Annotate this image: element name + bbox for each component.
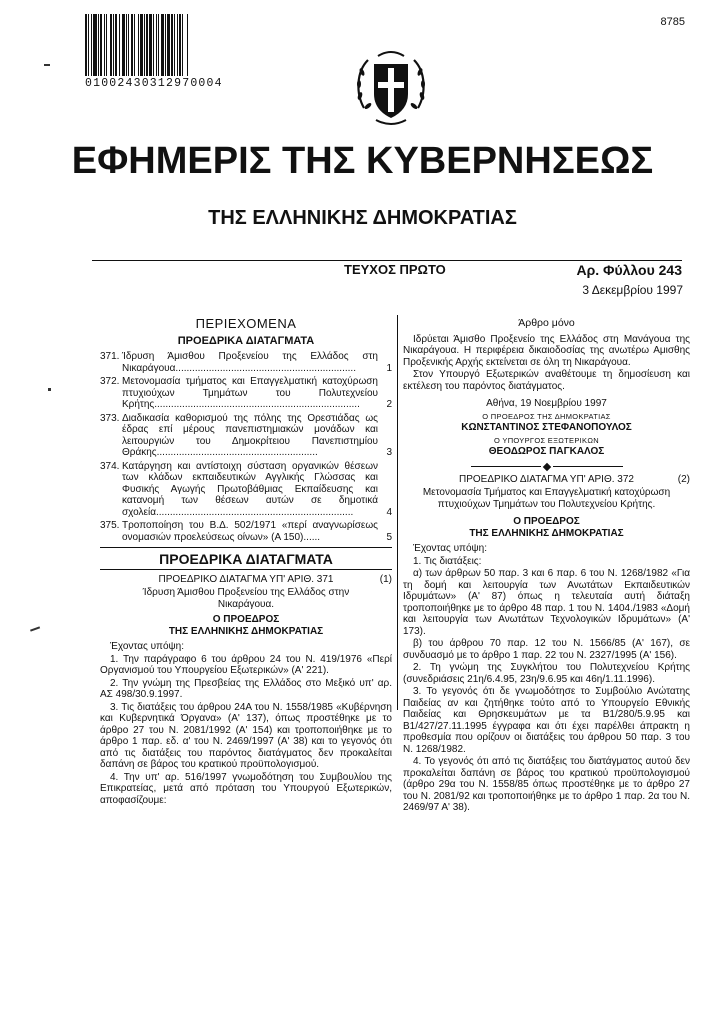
- gazette-title: ΕΦΗΜΕΡΙΣ ΤΗΣ ΚΥΒΕΡΝΗΣΕΩΣ: [71, 140, 654, 182]
- sign-role-minister: Ο ΥΠΟΥΡΓΟΣ ΕΞΩΤΕΡΙΚΩΝ: [494, 435, 599, 445]
- left-column: [100, 318, 392, 807]
- issue-row: [92, 262, 682, 282]
- decree-371-paragraphs: [100, 654, 392, 807]
- article-title: Άρθρο μόνο: [518, 317, 575, 329]
- toc-rule: [100, 547, 392, 548]
- toc-item-page: 5: [386, 531, 392, 543]
- sign-place-date: Αθήνα, 19 Νοεμβρίου 1997: [486, 398, 607, 409]
- paragraph: 3. Τις διατάξεις του άρθρου 24Α του Ν. 1558/1985 «Κυβέρνηση και Κυβερνητικά Όργανα» (Α' 137), όπως προστέθηκε με το άρθρο 27 του Ν. 2081/1992 (Α' 154) και τροποποιήθηκε με το άρθρο 1 παρ. εδ. α' του Ν. 2469/1997 (Α' 38) και το γεγονός ότι από τις διατάξεις του παρόντος διατάγματος δεν προκαλείται δαπάνη σε βάρος του κρατικού προϋπολογισμού.: [100, 701, 392, 770]
- toc-item-text: Μετονομασία τμήματος και Επαγγελματική κατοχύρωση πτυχιούχων Τμημάτων του Πολυτεχνείου Κρήτης..........................................................................: [122, 376, 378, 410]
- paragraph: 4. Την υπ' αρ. 516/1997 γνωμοδότηση του Συμβουλίου της Επικρατείας, μετά από πρόταση του Υπουργού Εξωτερικών, αποφασίζουμε:: [100, 771, 392, 806]
- toc-item-text: Ίδρυση Άμισθου Προξενείου της Ελλάδος στη Νικαράγουα.................................................................: [122, 351, 378, 374]
- decree-371-considering: Έχοντας υπόψη:: [110, 641, 184, 652]
- toc-item-text: Διαδικασία καθορισμού της πόλης της Ορεστιάδας ως έδρας επί μέρους πανεπιστημιακών μονάδων και λειτουργιών του Δημοκρίτειου Πανεπιστημίου Θράκης..........................................................: [122, 412, 378, 458]
- decree-372-ref: (2): [677, 473, 690, 485]
- decree-372-republic: ΤΗΣ ΕΛΛΗΝΙΚΗΣ ΔΗΜΟΚΡΑΤΙΑΣ: [469, 527, 624, 539]
- paragraph: 1. Τις διατάξεις:: [413, 555, 482, 567]
- issue-date: 3 Δεκεμβρίου 1997: [582, 283, 683, 297]
- diamond-icon: [542, 462, 550, 470]
- toc-section-title: ΠΡΟΕΔΡΙΚΑ ΔΙΑΤΑΓΜΑΤΑ: [177, 334, 315, 347]
- toc-item-number: 373.: [100, 412, 120, 424]
- paragraph: 2. Τη γνώμη της Συγκλήτου του Πολυτεχνείου Κρήτης (συνεδριάσεις 21η/6.4.95, 23η/9.6.95 και 46η/1.11.1996).: [403, 662, 690, 685]
- decrees-section-title: ΠΡΟΕΔΡΙΚΑ ΔΙΑΤΑΓΜΑΤΑ: [159, 551, 333, 567]
- barcode-bars: [85, 14, 263, 76]
- toc-item-text: Κατάργηση και αντίστοιχη σύσταση οργανικών θέσεων των κλάδων εκπαιδευτικών Αγγλικής Γλώσσας και Φυσικής Αγωγής Πρωτοβάθμιας Εκπαίδευσης και κατανομή των θέσεων αυτών σε δημοτικά σχολεία.......................................................................: [122, 460, 378, 518]
- toc-item-number: 371.: [100, 351, 120, 362]
- decrees-rule: [100, 569, 392, 570]
- scan-mark: [44, 64, 50, 66]
- sign-role-president: Ο ΠΡΟΕΔΡΟΣ ΤΗΣ ΔΗΜΟΚΡΑΤΙΑΣ: [482, 411, 611, 421]
- coat-of-arms-icon: [354, 46, 428, 130]
- scan-mark: [30, 626, 40, 631]
- paragraph: Ιδρύεται Άμισθο Προξενείο της Ελλάδος στη Μανάγουα της Νικαράγουα. Η περιφέρεια δικαιοδοσίας της ανωτέρω Αμισθης Προξενικής Αρχής εκτείνεται σε όλη τη Νικαράγουα.: [403, 333, 690, 368]
- contents-title: ΠΕΡΙΕΧΟΜΕΝΑ: [195, 316, 297, 331]
- toc-item-number: 372.: [100, 376, 120, 387]
- decree-372-considering: Έχοντας υπόψη:: [413, 543, 487, 554]
- toc-item: [100, 461, 392, 519]
- separator-line-right: [553, 466, 623, 467]
- sign-name-minister: ΘΕΟΔΩΡΟΣ ΠΑΓΚΑΛΟΣ: [488, 446, 605, 457]
- barcode-number: 01002430312970004: [85, 77, 223, 90]
- decree-372-subject: Μετονομασία Τμήματος και Επαγγελματική κατοχύρωση πτυχιούχων Τμημάτων του Πολυτεχνείου Κρήτης.: [422, 487, 671, 510]
- table-of-contents: [100, 351, 392, 543]
- header-rule: [92, 260, 682, 261]
- right-column: [403, 318, 690, 815]
- decree-371-heading: ΠΡΟΕΔΡΙΚΟ ΔΙΑΤΑΓΜΑ ΥΠ' ΑΡΙΘ. 371: [158, 573, 334, 585]
- toc-item: [100, 520, 392, 543]
- decree-372-heading-row: [403, 474, 690, 486]
- section-separator: [403, 464, 690, 470]
- barcode-bar: [188, 14, 190, 76]
- toc-item-page: 1: [386, 362, 392, 374]
- paragraph: β) του άρθρου 70 παρ. 12 του Ν. 1566/85 (Α' 167), σε συνδυασμό με το άρθρο 1 παρ. 22 του Ν. 2327/1995 (Α' 156).: [403, 638, 690, 661]
- article-paragraphs: [403, 334, 690, 393]
- scan-mark: [48, 388, 51, 391]
- decree-371-republic: ΤΗΣ ΕΛΛΗΝΙΚΗΣ ΔΗΜΟΚΡΑΤΙΑΣ: [168, 625, 324, 637]
- decree-372-paragraphs: [403, 556, 690, 814]
- toc-item: [100, 376, 392, 411]
- toc-item-text: Τροποποίηση του Β.Δ. 502/1971 «περί αναγνωρίσεως ονομασιών προελεύσεως οίνων» (Α 150)......: [122, 520, 378, 543]
- page-number: 8785: [660, 16, 685, 28]
- issue-label: ΤΕΥΧΟΣ ΠΡΩΤΟ: [344, 262, 446, 277]
- paragraph: Στον Υπουργό Εξωτερικών αναθέτουμε τη δημοσίευση και εκτέλεση του παρόντος διατάγματος.: [403, 369, 690, 392]
- toc-item-page: 2: [386, 399, 392, 410]
- decree-371-president: Ο ΠΡΟΕΔΡΟΣ: [212, 614, 280, 625]
- toc-item: [100, 351, 392, 374]
- paragraph: α) των άρθρων 50 παρ. 3 και 6 παρ. 6 του Ν. 1268/1982 «Για τη δομή και λειτουργία των Ανωτάτων Εκπαιδευτικών Ιδρυμάτων» (Α' 87) όπως η τελευταία αυτή διάταξη τροποποιήθηκε με το άρθρο 48 παρ. 1 του Ν. 1404./1983 «Δομή και λειτουργία των Ανωτάτων Τεχνολογικών Ιδρυμάτων» (Α' 173).: [403, 568, 690, 637]
- toc-item-page: 4: [386, 506, 392, 518]
- decree-371-ref: (1): [379, 573, 392, 585]
- barcode: [85, 14, 263, 88]
- separator-line-left: [471, 466, 541, 467]
- gazette-subtitle: ΤΗΣ ΕΛΛΗΝΙΚΗΣ ΔΗΜΟΚΡΑΤΙΑΣ: [208, 207, 517, 229]
- paragraph: 1. Την παράγραφο 6 του άρθρου 24 του Ν. 419/1976 «Περί Οργανισμού του Υπουργείου Εξωτερικών» (Α' 221).: [100, 653, 392, 676]
- toc-item-page: 3: [386, 447, 392, 458]
- decree-372-heading: ΠΡΟΕΔΡΙΚΟ ΔΙΑΤΑΓΜΑ ΥΠ' ΑΡΙΘ. 372: [459, 473, 634, 485]
- paragraph: 2. Την γνώμη της Πρεσβείας της Ελλάδος στο Μεξικό υπ' αρ. ΑΣ 498/30.9.1997.: [100, 677, 392, 700]
- decree-372-president: Ο ΠΡΟΕΔΡΟΣ: [513, 516, 580, 527]
- sign-name-president: ΚΩΝΣΤΑΝΤΙΝΟΣ ΣΤΕΦΑΝΟΠΟΥΛΟΣ: [461, 422, 632, 433]
- decree-371-subject: Ίδρυση Άμισθου Προξενείου της Ελλάδος στην Νικαράγουα.: [142, 587, 350, 610]
- toc-item: [100, 413, 392, 459]
- column-divider: [397, 315, 398, 710]
- paragraph: 3. Το γεγονός ότι δε γνωμοδότησε το Συμβούλιο Ανώτατης Παιδείας αν και ζητήθηκε τούτο από το Υπουργείο Εθνικής Παιδείας και Θρησκευμάτων με τα Β1/280/5.9.95 και Β1/427/27.11.1995 έγγραφα και ότι έχει παρέλθει άπρακτη η προθεσμία που ορίζουν οι διατάξεις του άρθρου 50 παρ. 3 του Ν. 1268/1982.: [403, 686, 690, 755]
- paragraph: 4. Το γεγονός ότι από τις διατάξεις του διατάγματος αυτού δεν προκαλείται δαπάνη σε βάρος του κρατικού προϋπολογισμού (άρθρο 29α του Ν. 1558/85 όπως προστέθηκε με το άρθρο 27 του Ν. 2081/92 και τροποποιήθηκε με το άρθρο 1 παρ. 2α του Ν. 2469/97 Α' 38).: [403, 756, 690, 813]
- toc-item-number: 375.: [100, 520, 120, 531]
- toc-item-number: 374.: [100, 460, 120, 472]
- decree-371-heading-row: [100, 574, 392, 586]
- sheet-number: Αρ. Φύλλου 243: [576, 262, 682, 278]
